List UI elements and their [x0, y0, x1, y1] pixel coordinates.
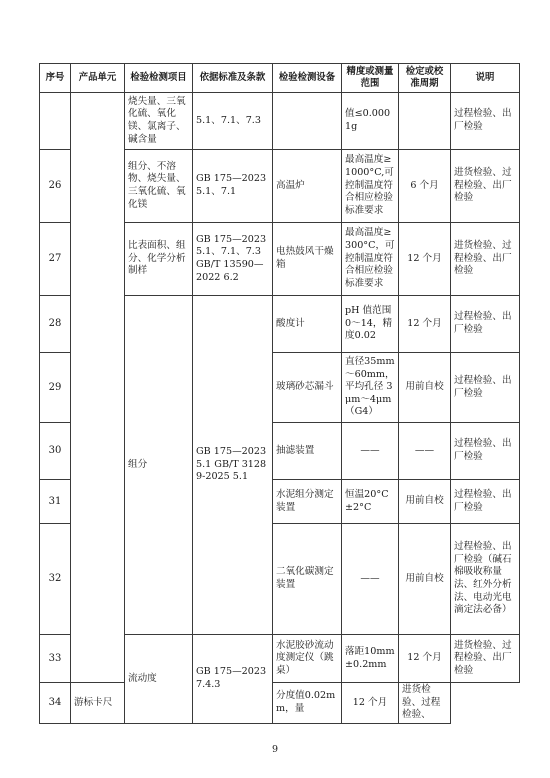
cell-no: 32 — [40, 524, 71, 635]
cell-no: 30 — [40, 423, 71, 480]
cell-precision: 值≤0.0001g — [342, 93, 399, 150]
table-row — [40, 93, 520, 150]
header-precision: 精度或测量范围 — [342, 64, 399, 93]
cell-note: 过程检验、出厂检验（碱石棉吸收称量法、红外分析法、电动光电滴定法必备） — [451, 524, 520, 635]
cell-equipment — [273, 93, 342, 150]
cell-cycle: 用前自校 — [399, 353, 451, 423]
cell-equipment: 高温炉 — [273, 150, 342, 223]
cell-item: 烧失量、三氧化硫、氧化镁、氯离子、碱含量 — [125, 93, 193, 150]
header-no: 序号 — [40, 64, 71, 93]
cell-cycle: 12 个月 — [399, 635, 451, 683]
cell-no — [40, 93, 71, 150]
cell-precision: —— — [342, 524, 399, 635]
cell-cycle — [399, 93, 451, 150]
cell-standard-group: GB 175—2023 7.4.3 — [193, 635, 273, 724]
cell-product-unit — [71, 93, 125, 683]
cell-standard-group: GB 175—2023 5.1 GB/T 31289-2025 5.1 — [193, 296, 273, 635]
cell-item-group: 流动度 — [125, 635, 193, 724]
cell-equipment: 水泥胶砂流动度测定仪（跳桌） — [273, 635, 342, 683]
cell-precision: —— — [342, 423, 399, 480]
cell-cycle: —— — [399, 423, 451, 480]
cell-no: 29 — [40, 353, 71, 423]
cell-equipment: 酸度计 — [273, 296, 342, 353]
cell-note: 过程检验、出厂检验 — [451, 353, 520, 423]
cell-cycle: 12 个月 — [342, 683, 399, 724]
cell-precision: 直径35mm～60mm，平均孔径 3μm～4μm（G4） — [342, 353, 399, 423]
cell-item: 比表面积、组分、化学分析制样 — [125, 223, 193, 296]
cell-no: 33 — [40, 635, 71, 683]
cell-note: 过程检验、出厂检验 — [451, 423, 520, 480]
cell-note: 过程检验、出厂检验 — [451, 296, 520, 353]
cell-note: 进货检验、过程检验、出厂检验 — [451, 150, 520, 223]
cell-precision: 最高温度≥1000°C,可控制温度符合相应检验标准要求 — [342, 150, 399, 223]
cell-item: 组分、不溶物、烧失量、三氧化硫、氧化镁 — [125, 150, 193, 223]
cell-note: 进货检验、过程检验、出厂检验 — [451, 223, 520, 296]
cell-cycle: 12 个月 — [399, 223, 451, 296]
cell-no: 34 — [40, 683, 71, 724]
cell-note: 进货检验、过程检验、出厂检验 — [451, 635, 520, 683]
page-number: 9 — [271, 744, 279, 755]
header-calibration-cycle: 检定或校准周期 — [399, 64, 451, 93]
cell-precision: pH 值范围0～14，精度0.02 — [342, 296, 399, 353]
header-standard: 依据标准及条款 — [193, 64, 273, 93]
cell-no: 27 — [40, 223, 71, 296]
cell-note: 进货检验、过程检验、 — [399, 683, 451, 724]
table-row — [40, 683, 520, 724]
cell-precision: 最高温度≥300°C，可控制温度符合相应检验标准要求 — [342, 223, 399, 296]
cell-cycle: 12 个月 — [399, 296, 451, 353]
cell-no: 28 — [40, 296, 71, 353]
cell-equipment: 电热鼓风干燥箱 — [273, 223, 342, 296]
cell-cycle: 用前自校 — [399, 480, 451, 524]
cell-precision: 恒温20°C±2°C — [342, 480, 399, 524]
cell-no: 31 — [40, 480, 71, 524]
cell-equipment: 二氧化碳测定装置 — [273, 524, 342, 635]
header-note: 说明 — [451, 64, 520, 93]
cell-item-group: 组分 — [125, 296, 193, 635]
table-header-row — [40, 64, 520, 93]
cell-equipment: 水泥组分测定装置 — [273, 480, 342, 524]
cell-note: 过程检验、出厂检验 — [451, 480, 520, 524]
cell-no: 26 — [40, 150, 71, 223]
header-product-unit: 产品单元 — [71, 64, 125, 93]
cell-cycle: 用前自校 — [399, 524, 451, 635]
inspection-equipment-table — [39, 63, 520, 724]
cell-equipment: 玻璃砂芯漏斗 — [273, 353, 342, 423]
cell-equipment: 抽滤装置 — [273, 423, 342, 480]
header-equipment: 检验检测设备 — [273, 64, 342, 93]
cell-cycle: 6 个月 — [399, 150, 451, 223]
cell-precision: 落距10mm±0.2mm — [342, 635, 399, 683]
cell-note: 过程检验、出厂检验 — [451, 93, 520, 150]
cell-standard: GB 175—2023 5.1、7.1、7.3 GB/T 13590—2022 6.2 — [193, 223, 273, 296]
cell-precision: 分度值0.02mm，量 — [273, 683, 342, 724]
cell-equipment: 游标卡尺 — [71, 683, 125, 724]
header-test-item: 检验检测项目 — [125, 64, 193, 93]
cell-standard: 5.1、7.1、7.3 — [193, 93, 273, 150]
cell-standard: GB 175—2023 5.1、7.1 — [193, 150, 273, 223]
